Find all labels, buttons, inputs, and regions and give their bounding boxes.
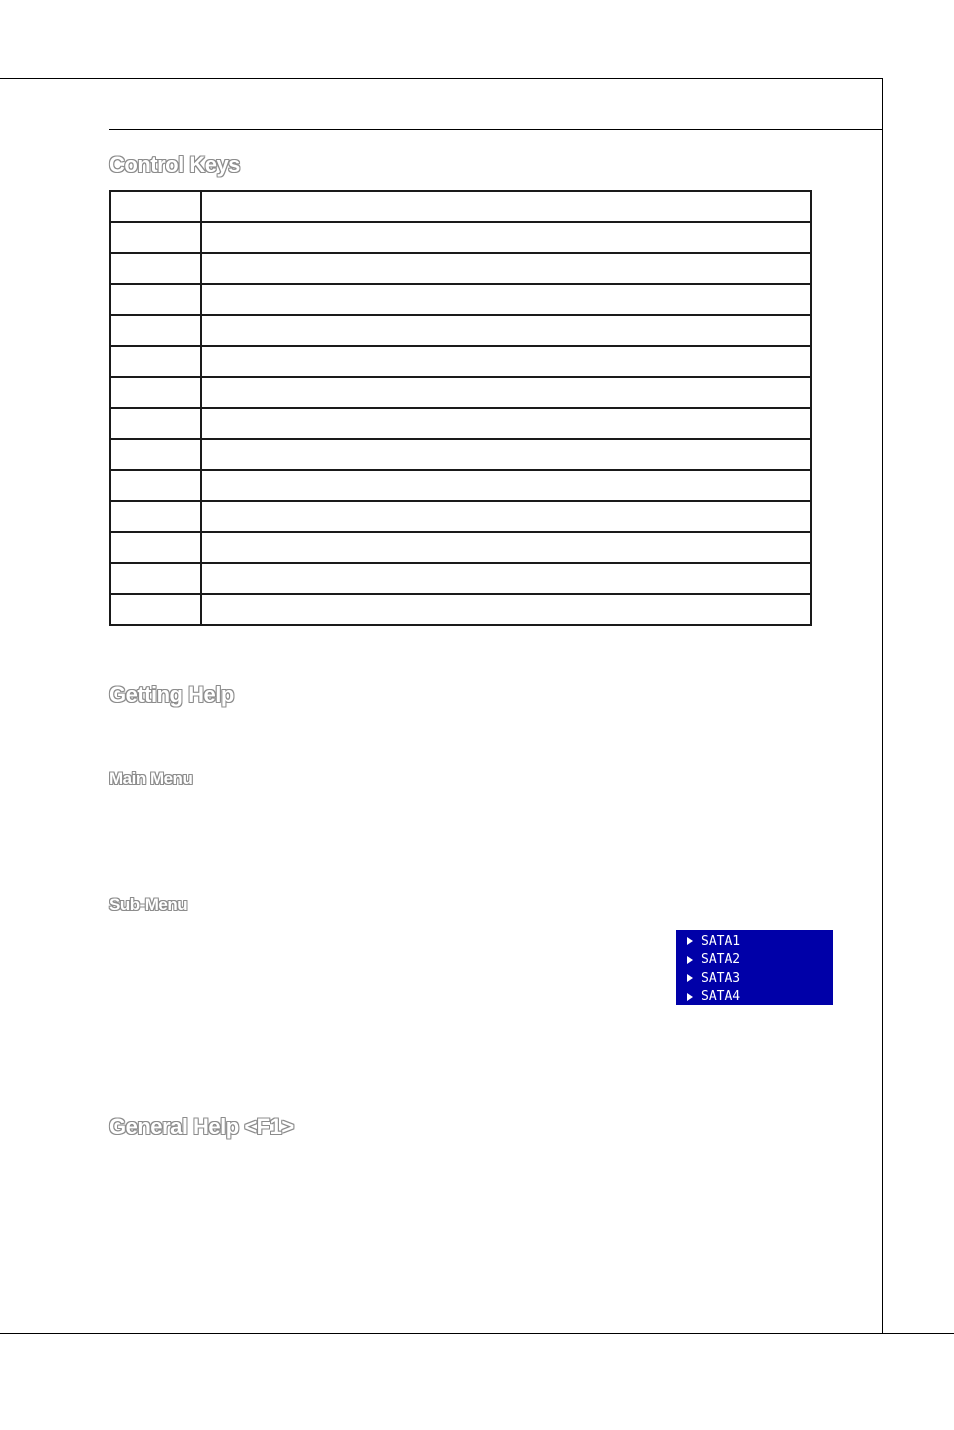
- function-cell: [201, 408, 811, 439]
- function-cell: [201, 253, 811, 284]
- table-row: [110, 532, 811, 563]
- table-row: [110, 501, 811, 532]
- function-cell: [201, 315, 811, 346]
- getting-help-heading: Getting Help: [109, 682, 234, 707]
- submenu-item-sata2[interactable]: [676, 951, 833, 970]
- key-cell: [110, 346, 201, 377]
- table-row: [110, 346, 811, 377]
- key-cell: [110, 532, 201, 563]
- submenu-item-label: SATA4: [701, 989, 741, 1005]
- page-frame-top-line: [0, 78, 883, 79]
- function-cell: [201, 470, 811, 501]
- table-row: [110, 253, 811, 284]
- page-frame-bottom-line: [0, 1333, 954, 1334]
- table-row: [110, 315, 811, 346]
- sub-menu-heading: Sub-Menu: [109, 895, 188, 914]
- key-cell: [110, 470, 201, 501]
- key-cell: [110, 222, 201, 253]
- function-cell: [201, 191, 811, 222]
- key-cell: [110, 284, 201, 315]
- key-cell: [110, 377, 201, 408]
- table-row: [110, 408, 811, 439]
- table-row: [110, 563, 811, 594]
- table-row: [110, 594, 811, 625]
- triangle-right-icon: [687, 937, 693, 945]
- triangle-right-icon: [687, 956, 693, 964]
- submenu-item-sata4[interactable]: [676, 988, 833, 1007]
- submenu-screenshot: [676, 930, 833, 1005]
- table-row: [110, 377, 811, 408]
- submenu-item-label: SATA2: [701, 952, 741, 968]
- table-row: [110, 439, 811, 470]
- table-row: [110, 284, 811, 315]
- general-help-heading: General Help <F1>: [109, 1114, 294, 1139]
- function-cell: [201, 501, 811, 532]
- header-rule: [109, 129, 883, 130]
- triangle-right-icon: [687, 974, 693, 982]
- submenu-item-label: SATA1: [701, 933, 741, 949]
- key-cell: [110, 315, 201, 346]
- function-cell: [201, 594, 811, 625]
- key-cell: [110, 408, 201, 439]
- key-cell: [110, 501, 201, 532]
- key-cell: [110, 191, 201, 222]
- function-cell: [201, 532, 811, 563]
- table-row: [110, 191, 811, 222]
- control-keys-table: [109, 190, 812, 626]
- page-frame-right-line: [882, 78, 883, 1334]
- table-row: [110, 222, 811, 253]
- triangle-right-icon: [687, 993, 693, 1001]
- key-cell: [110, 563, 201, 594]
- key-cell: [110, 439, 201, 470]
- control-keys-heading: Control Keys: [109, 152, 240, 177]
- submenu-item-label: SATA3: [701, 970, 741, 986]
- function-cell: [201, 284, 811, 315]
- main-menu-heading: Main Menu: [109, 769, 193, 788]
- key-cell: [110, 253, 201, 284]
- key-cell: [110, 594, 201, 625]
- function-cell: [201, 222, 811, 253]
- table-row: [110, 470, 811, 501]
- function-cell: [201, 439, 811, 470]
- submenu-item-sata3[interactable]: [676, 969, 833, 988]
- function-cell: [201, 346, 811, 377]
- function-cell: [201, 563, 811, 594]
- function-cell: [201, 377, 811, 408]
- submenu-item-sata1[interactable]: [676, 932, 833, 951]
